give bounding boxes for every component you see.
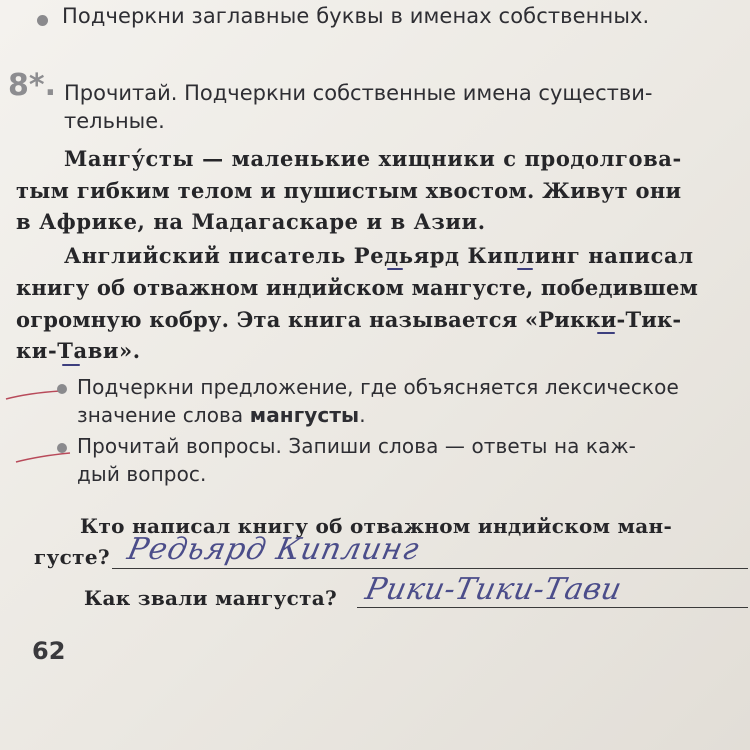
story-line-5: книгу об отважном индийском мангусте, победившем [16,275,699,300]
bullet-2-line1: Прочитай вопросы. Запиши слова — ответы на каж- [77,434,636,458]
handwritten-answer-2[interactable]: Рики-Тики-Тави [362,572,625,607]
bullet-dot [57,384,67,394]
answer-line-1 [112,568,748,569]
bullet-1-line2: значение слова мангусты. [77,403,366,427]
underline-redyard [387,268,403,270]
red-pen-mark [4,385,64,405]
story-line-7: ки-Тави». [16,338,141,363]
top-bullet-text: Подчеркни заглавные буквы в именах собственных. [62,4,650,28]
story-line-3: в Африке, на Мадагаскаре и в Азии. [16,209,486,234]
bullet-dot [57,443,67,453]
handwritten-answer-1[interactable]: Редьярд Киплинг [124,532,423,567]
question-1-line2: густе? [34,545,110,569]
story-line-4: Английский писатель Редьярд Киплинг написал [64,243,694,268]
story-line-6: огромную кобру. Эта книга называется «Рикки-Тик- [16,307,682,332]
task-number: 8*. [8,68,56,103]
bullet-2-line2: дый вопрос. [77,462,207,486]
answer-line-2 [357,607,748,608]
question-2: Как звали мангуста? [84,586,338,610]
bullet-1-line1: Подчеркни предложение, где объясняется лексическое [77,375,679,399]
task-instruction-line2: тельные. [64,109,165,133]
underline-tavi [62,364,80,366]
question-1-line1: Кто написал книгу об отважном индийском ман- [80,514,673,538]
story-line-1: Мангу́сты — маленькие хищники с продолгова- [64,146,682,171]
story-line-2: тым гибким телом и пушистым хвостом. Живут они [16,178,682,203]
page-number: 62 [32,637,66,665]
underline-rikki [597,332,615,334]
bullet-dot [37,15,48,26]
underline-kipling [517,268,533,270]
task-instruction-line1: Прочитай. Подчеркни собственные имена существи- [64,81,653,105]
